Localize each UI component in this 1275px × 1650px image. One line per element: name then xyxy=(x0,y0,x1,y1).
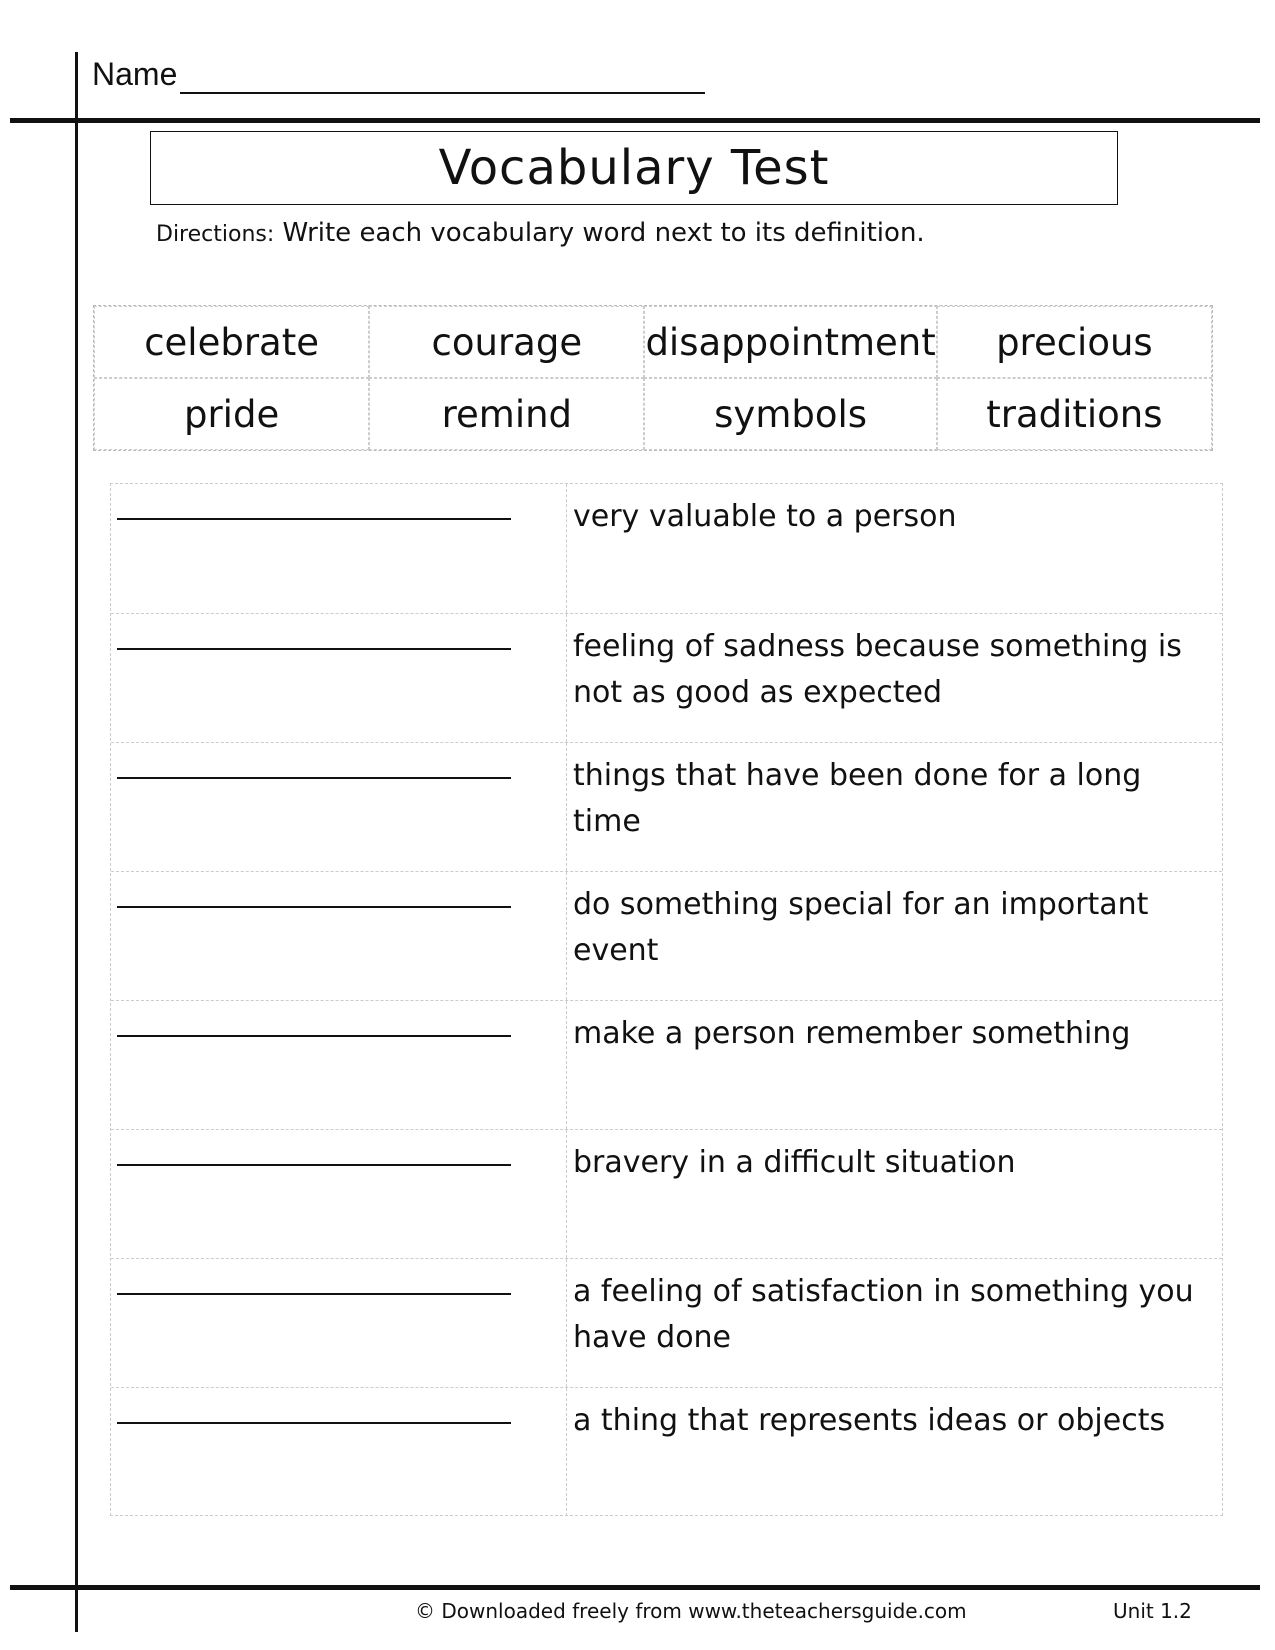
word-bank-item: remind xyxy=(369,378,644,450)
definition-row xyxy=(111,1258,1222,1387)
footer-credit: © Downloaded freely from www.theteachersguide.com xyxy=(415,1599,967,1623)
column-divider xyxy=(566,614,567,742)
definition-row xyxy=(111,613,1222,742)
column-divider xyxy=(566,1130,567,1258)
column-divider xyxy=(566,484,567,613)
column-divider xyxy=(566,1259,567,1387)
name-field[interactable] xyxy=(180,92,705,94)
definitions-table xyxy=(110,483,1223,1516)
word-bank-item: precious xyxy=(937,306,1212,378)
header-rule xyxy=(10,118,1260,123)
definition-row xyxy=(111,484,1222,613)
word-bank-item: courage xyxy=(369,306,644,378)
column-divider xyxy=(566,1388,567,1516)
column-divider xyxy=(566,872,567,1000)
directions-text: Write each vocabulary word next to its definition. xyxy=(282,218,925,248)
definition-text: very valuable to a person xyxy=(573,499,957,534)
definition-text: make a person remember something xyxy=(573,1016,1131,1051)
column-divider xyxy=(566,743,567,871)
answer-blank[interactable] xyxy=(117,1164,511,1166)
page-title: Vocabulary Test xyxy=(438,140,830,196)
definition-text: things that have been done for a long time xyxy=(573,758,1142,839)
definition-text: a thing that represents ideas or objects xyxy=(573,1403,1166,1438)
footer-rule xyxy=(10,1585,1260,1590)
definition-text: bravery in a difficult situation xyxy=(573,1145,1016,1180)
answer-blank[interactable] xyxy=(117,648,511,650)
definition-text: do something special for an important event xyxy=(573,887,1149,968)
word-bank xyxy=(93,305,1213,451)
title-box xyxy=(150,131,1118,205)
column-divider xyxy=(566,1001,567,1129)
directions-label: Directions: xyxy=(156,222,275,247)
unit-label: Unit 1.2 xyxy=(1113,1599,1192,1623)
word-bank-item: disappointment xyxy=(644,306,936,378)
name-label: Name xyxy=(92,56,178,92)
definition-row xyxy=(111,1387,1222,1516)
answer-blank[interactable] xyxy=(117,1035,511,1037)
answer-blank[interactable] xyxy=(117,518,511,520)
definition-text: a feeling of satisfaction in something you have done xyxy=(573,1274,1194,1355)
word-bank-item: celebrate xyxy=(94,306,369,378)
answer-blank[interactable] xyxy=(117,777,511,779)
left-margin-line xyxy=(75,52,78,1632)
definition-text: feeling of sadness because something is not as good as expected xyxy=(573,629,1182,710)
definition-row xyxy=(111,1129,1222,1258)
word-bank-item: pride xyxy=(94,378,369,450)
answer-blank[interactable] xyxy=(117,1293,511,1295)
word-bank-item: symbols xyxy=(644,378,936,450)
answer-blank[interactable] xyxy=(117,906,511,908)
directions xyxy=(156,218,925,248)
definition-row xyxy=(111,1000,1222,1129)
definition-row xyxy=(111,742,1222,871)
word-bank-item: traditions xyxy=(937,378,1212,450)
definition-row xyxy=(111,871,1222,1000)
answer-blank[interactable] xyxy=(117,1422,511,1424)
